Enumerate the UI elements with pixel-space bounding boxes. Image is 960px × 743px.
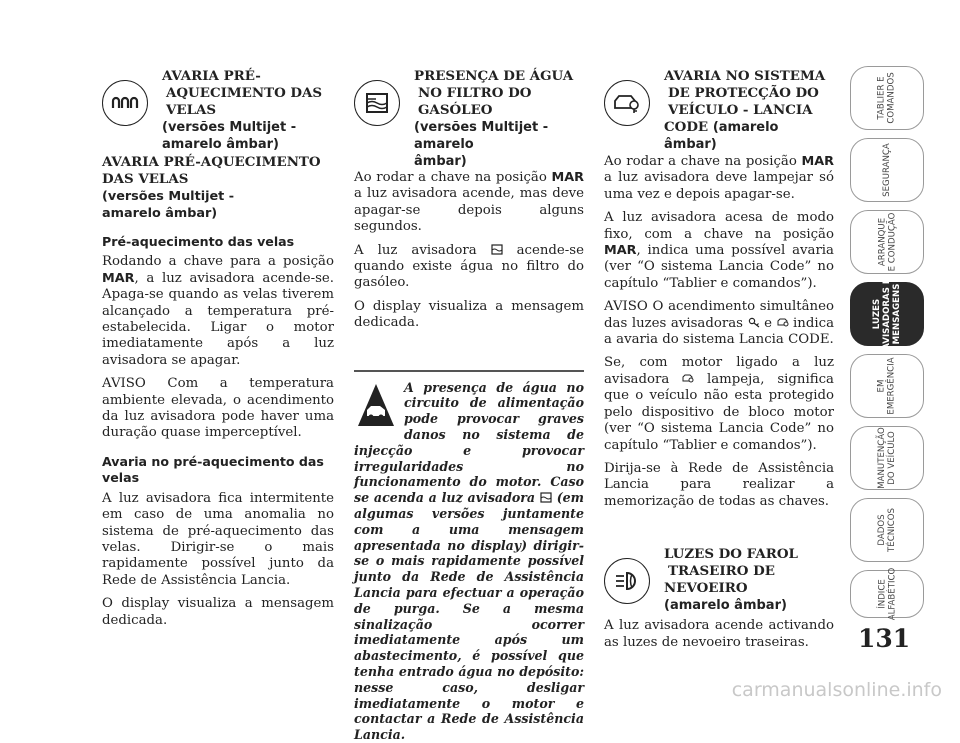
water-in-fuel-header-text: [414, 68, 584, 170]
header-sub: (versões Multijet -: [162, 120, 297, 135]
glow-plug-title: AVARIA PRÉ-AQUECIMENTO DAS VELAS (versões Multijet - amarelo âmbar): [102, 154, 321, 221]
water-in-fuel-icon: [354, 80, 400, 126]
paragraph: A luz avisadora fica intermitente em caso de uma anomalia no sistema de pré-aquecimento das velas. Dirigir-se o mais rapidamente possível junto da Rede de Assistência Lancia.: [102, 490, 334, 588]
tab-tablier-comandos[interactable]: TABLIER E COMANDOS: [850, 66, 924, 130]
water-in-fuel-icon: [491, 244, 503, 255]
rear-fog-header: [604, 546, 834, 632]
paragraph: Rodando a chave para a posição MAR, a luz avisadora acende-se. Apaga-se quando as velas tiverem alcançado a temperatura pré-estabelecida. Ligar o motor imediatamente após a luz avisadora se apagar.: [102, 254, 334, 368]
paragraph: Se, com motor ligado a luz avisadora lampeja, significa que o veículo não esta protegido pelo dispositivo de bloco motor (ver “O sistema Lancia Code” no capítulo “Tablier e comandos”).: [604, 355, 834, 453]
header-line: CODE (amarelo âmbar): [664, 119, 779, 152]
rear-fog-header-text: [664, 546, 834, 614]
water-in-fuel-icon: [540, 492, 552, 503]
header-sub: (versões Multijet - amarelo: [414, 120, 549, 152]
header-line: PRESENÇA DE ÁGUA: [414, 68, 574, 84]
header-sub: âmbar): [414, 154, 467, 169]
header-line: AVARIA PRÉ-: [162, 68, 261, 84]
watermark: carmanualsonline.info: [731, 679, 942, 701]
paragraph: AVISO Com a temperatura ambiente elevada, o acendimento da luz avisadora pode haver uma duração quase imperceptível.: [102, 376, 334, 441]
lancia-code-icon: [777, 317, 789, 328]
header-line: NEVOEIRO: [664, 580, 748, 597]
tab-indice-alfabetico[interactable]: ÍNDICE ALFABÉTICO: [850, 570, 924, 618]
rear-fog-light-icon: [604, 558, 650, 604]
lancia-code-header: [604, 68, 834, 154]
header-line: AQUECIMENTO DAS: [166, 85, 323, 101]
warning-box: [354, 370, 584, 743]
header-line: DE PROTECÇÃO DO: [668, 85, 819, 101]
tab-dados-tecnicos[interactable]: DADOS TÉCNICOS: [850, 498, 924, 562]
header-line: VEÍCULO - LANCIA: [668, 102, 813, 118]
paragraph: O display visualiza a mensagem dedicada.: [354, 298, 584, 331]
header-line: TRASEIRO DE: [668, 563, 775, 580]
subheading: Avaria no pré-aquecimento das velas: [102, 453, 324, 486]
tab-luzes-avisadoras[interactable]: LUZES AVISADORAS E MENSAGENS: [850, 282, 924, 346]
key-icon: [748, 317, 760, 328]
tab-manutencao[interactable]: MANUTENÇÃO DO VEÍCULO: [850, 426, 924, 490]
paragraph: AVISO O acendimento simultâneo das luzes avisadoras e indica a avaria do sistema Lancia CODE.: [604, 299, 835, 348]
column-lancia-code: [604, 68, 834, 658]
lancia-code-header-text: [664, 68, 834, 153]
header-sub: (amarelo âmbar): [664, 598, 787, 614]
tab-seguranca[interactable]: SEGURANÇA: [850, 138, 924, 202]
header-line: VELAS: [166, 102, 217, 118]
paragraph: Ao rodar a chave na posição MAR a luz avisadora acende, mas deve apagar-se depois alguns segundos.: [354, 170, 584, 235]
glow-plug-header: [102, 68, 334, 154]
paragraph: O display visualiza a mensagem dedicada.: [102, 596, 334, 628]
tab-arranque-conducao[interactable]: ARRANQUE E CONDUÇÃO: [850, 210, 924, 274]
header-line: AVARIA NO SISTEMA: [664, 68, 826, 84]
paragraph: Dirija-se à Rede de Assistência Lancia para realizar a memorização de todas as chaves.: [604, 460, 834, 509]
glow-plug-icon: [102, 80, 148, 126]
header-line: LUZES DO FAROL: [664, 546, 798, 563]
water-in-fuel-header: [354, 68, 584, 170]
warning-text: A presença de água no circuito de alimentação pode provocar graves danos no sistema de injecção e provocar irregularidades no funcionamento do motor. Caso se acenda a luz avisadora: [354, 379, 584, 506]
header-sub: amarelo âmbar): [162, 137, 279, 152]
header-line: NO FILTRO DO: [418, 85, 532, 101]
paragraph: A luz avisadora acesa de modo fixo, com a chave na posição MAR, indica uma possível avaria (ver “O sistema Lancia Code” no capítulo “Tablier e comandos”).: [604, 210, 834, 291]
header-line: GASÓLEO: [418, 102, 493, 118]
warning-triangle-icon: [356, 382, 396, 428]
paragraph: Ao rodar a chave na posição MAR a luz avisadora deve lampejar só uma vez e depois apagar-se.: [604, 154, 834, 202]
paragraph: A luz avisadora acende-se quando existe água no filtro do gasóleo.: [354, 242, 584, 291]
glow-plug-header-text: [162, 68, 334, 153]
warning-text: (em algumas versões juntamente com a uma mensagem apresentada no display) dirigir-se o mais rapidamente possível junto da Rede de Assistência Lancia para efectuar a operação de purga. Se a mesma sinalização ocorrer imediatamente após um abastecimento, é possível que tenha entrado água no depósito: nesse caso, desligar imediatamente o motor e contactar a Rede de Assistência Lancia.: [354, 490, 584, 743]
column-water-in-fuel: [354, 68, 584, 743]
lancia-code-icon: [604, 80, 650, 126]
column-glow-plug: [102, 68, 334, 636]
page-number: 131: [858, 624, 911, 653]
subheading: Pré-aquecimento das velas: [102, 234, 295, 249]
lancia-code-icon: [682, 373, 694, 384]
tab-em-emergencia[interactable]: EM EMERGÊNCIA: [850, 354, 924, 418]
paragraph: A luz avisadora acende activando as luzes de nevoeiro traseiras.: [604, 618, 834, 650]
